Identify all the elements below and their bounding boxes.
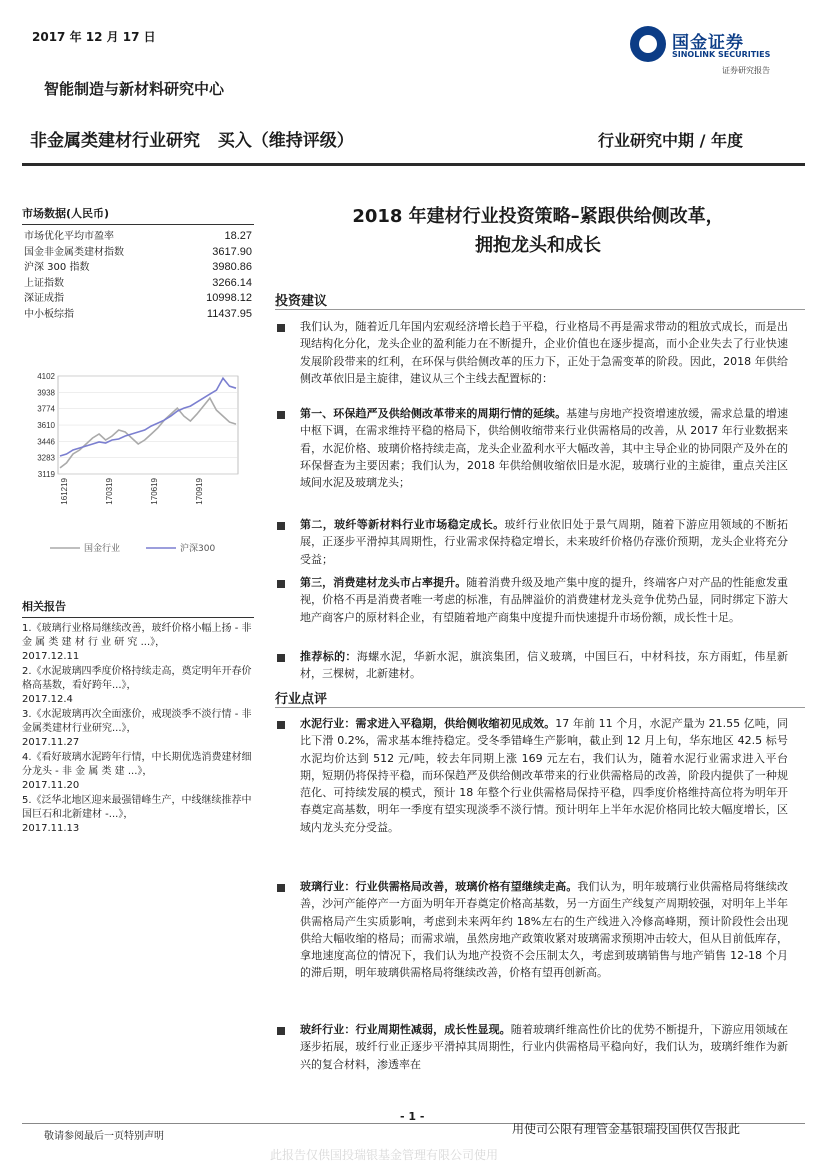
bullet-icon [277, 654, 285, 662]
related-title: 相关报告 [22, 598, 254, 618]
market-data-label: 上证指数 [24, 277, 64, 289]
market-data-row [22, 307, 254, 323]
market-data-value: 3617.90 [212, 245, 252, 258]
bullet-icon [277, 1027, 285, 1035]
chart-y-tick-label: 3446 [37, 437, 55, 447]
chart-y-tick-label: 4102 [37, 372, 55, 381]
market-data-panel [22, 205, 254, 322]
disclaimer-note: 敬请参阅最后一页特别声明 [44, 1131, 164, 1142]
market-data-value: 18.27 [224, 230, 252, 242]
footer-usage-note: 用使司公限有理管金基银瑞投国供仅告报此 [512, 1122, 741, 1136]
page-number: - 1 - [400, 1110, 425, 1123]
market-data-row [22, 229, 254, 245]
market-data-title: 市场数据(人民币) [22, 205, 254, 225]
related-reports [22, 598, 254, 837]
report-type-label: 证券研究报告 [722, 66, 770, 75]
para-picks [300, 648, 788, 683]
bullet-icon [277, 411, 285, 419]
related-report-item [22, 708, 254, 750]
chart-y-tick-label: 3938 [37, 388, 55, 398]
market-data-value: 10998.12 [206, 292, 252, 304]
market-data-label: 深证成指 [24, 293, 64, 304]
para-glass [300, 878, 788, 982]
para-mainline-1-body: 基建与房地产投资增速放缓，需求总量的增速中枢下调，在需求维持平稳的格局下，供给侧收缩带来行业供需格局的改善，从 2017 年行业数据来看，水泥价格、玻璃价格持续走高，龙头企业盈利水平大幅改善，其中主导企业的协同限产及外在的环保督查为主要因素；我们认为，2018 年供给侧收缩依旧是水泥，玻璃行业的主旋律，重点关注区域间水泥及玻璃龙头； [300, 407, 789, 490]
market-data-label: 国金非金属类建材指数 [24, 246, 124, 258]
chart-x-tick-label: 170919 [195, 478, 204, 505]
para-cement [300, 715, 788, 836]
chart-x-tick-label: 161219 [60, 478, 69, 505]
chart-legend-label: 沪深300 [180, 544, 216, 554]
report-title [268, 202, 808, 260]
market-data-label: 沪深 300 指数 [24, 262, 90, 273]
report-title-line1: 2018 年建材行业投资策略–紧跟供给侧改革， [352, 206, 724, 227]
para-mainline-1 [300, 405, 788, 491]
review-heading-rule [275, 707, 805, 708]
para-mainline-3-lead: 第三，消费建材龙头市占率提升。 [300, 576, 467, 589]
para-mainline-3 [300, 574, 788, 626]
related-report-title: 2.《水泥玻璃四季度价格持续走高，奠定明年开春价格高基数，看好跨年...》， [22, 666, 252, 691]
market-data-value: 3980.86 [212, 261, 252, 273]
para-mainline-1-lead: 第一、环保趋严及供给侧改革带来的周期行情的延续。 [300, 407, 567, 420]
logo-mark-icon [630, 26, 666, 62]
watermark-text: 此报告仅供国投瑞银基金管理有限公司使用 [270, 1148, 499, 1162]
para-cement-body: 17 年前 11 个月，水泥产量为 21.55 亿吨，同比下滑 0.2%，需求基本维持稳定。受冬季错峰生产影响，截止到 12 月上旬，华东地区 42.5 标号水泥均价达到 512 元/吨，较去年同期上涨 169 元左右，我们认为，随着水泥行业需求进入平台期，短期仍将保持平稳，而环保趋严及供给侧改革带来的行业供需格局的改善，阶段内提供了一种规范化、可持续发展的模式，预计 18 年整个行业供需格局保持平稳，四季度价格维持高位将为明年开春奠定高基数，明年一季度有望实现淡季不淡行情。预计明年上半年水泥价格同比较大幅度增长，区域内龙头充分受益。 [300, 717, 789, 834]
invest-heading-rule [275, 309, 805, 310]
market-data-row [22, 260, 254, 276]
report-kind: 行业研究中期 / 年度 [598, 131, 743, 150]
report-title-line2: 拥抱龙头和成长 [475, 235, 601, 256]
para-picks-lead: 推荐标的： [300, 650, 357, 663]
related-report-title: 3.《水泥玻璃再次全面涨价，戒现淡季不淡行情 - 非金属类建材行业研究...》， [22, 709, 252, 734]
para-fiberglass-lead: 玻纤行业：行业周期性减弱，成长性显现。 [300, 1023, 511, 1036]
research-center: 智能制造与新材料研究中心 [44, 80, 225, 98]
related-report-item [22, 665, 254, 707]
bullet-icon [277, 324, 285, 332]
related-report-item [22, 622, 254, 664]
related-report-item [22, 751, 254, 793]
industry-rating: 非金属类建材行业研究 买入（维持评级） [30, 131, 354, 151]
para-overview: 我们认为，随着近几年国内宏观经济增长趋于平稳，行业格局不再是需求带动的粗放式成长，而是出现结构化分化，龙头企业的盈利能力在不断提升，企业价值也在逐步提高，而小企业失去了行业快速发展阶段带来的红利，在环保与供给侧改革的压力下，正处于急需变革的阶段。因此，2018 年供给侧改革依旧是主旋律，建议从三个主线去配置标的： [300, 320, 788, 385]
chart-y-tick-label: 3774 [37, 404, 55, 414]
para-fiberglass-body: 随着玻璃纤维高性价比的优势不断提升，下游应用领域在逐步拓展，玻纤行业正逐步平滑掉其周期性，行业内供需格局平稳向好，我们认为，玻璃纤维作为新兴的复合材料，渗透率在 [300, 1023, 789, 1071]
market-data-label: 中小板综指 [24, 308, 74, 320]
market-data-row [22, 291, 254, 307]
chart-x-tick-label: 170319 [105, 478, 114, 505]
para-mainline-2-body: 玻纤行业依旧处于景气周期，随着下游应用领域的不断拓展，正逐步平滑掉其周期性，行业需求保持稳定增长，未来玻纤价格仍存涨价预期，龙头企业将充分受益； [300, 518, 789, 566]
bullet-icon [277, 884, 285, 892]
report-date: 2017 年 12 月 17 日 [32, 30, 156, 44]
related-report-item [22, 794, 254, 836]
market-data-row [22, 276, 254, 292]
related-report-date: 2017.11.13 [22, 823, 80, 834]
para-mainline-2-lead: 第二，玻纤等新材料行业市场稳定成长。 [300, 518, 505, 531]
invest-heading: 投资建议 [275, 294, 328, 309]
para-picks-body: 海螺水泥，华新水泥，旗滨集团，信义玻璃，中国巨石，中材科技，东方雨虹，伟星新材，三棵树，北新建材。 [300, 650, 789, 681]
index-chart-svg [22, 368, 254, 570]
para-glass-lead: 玻璃行业：行业供需格局改善，玻璃价格有望继续走高。 [300, 880, 578, 893]
market-data-row [22, 245, 254, 261]
related-report-date: 2017.11.20 [22, 780, 80, 791]
chart-y-tick-label: 3119 [37, 470, 55, 479]
related-report-date: 2017.12.4 [22, 694, 73, 705]
bullet-icon [277, 721, 285, 729]
chart-y-tick-label: 3610 [37, 421, 55, 431]
chart-legend-label: 国金行业 [84, 544, 121, 554]
related-report-date: 2017.11.27 [22, 737, 80, 748]
related-report-title: 1.《玻璃行业格局继续改善，玻纤价格小幅上扬 - 非 金 属 类 建 材 行 业 研 究 ...》， [22, 623, 252, 648]
related-report-title: 5.《泛华北地区迎来最强错峰生产，中线继续推荐中国巨石和北新建材 -...》， [22, 795, 252, 820]
market-data-label: 市场优化平均市盈率 [24, 231, 114, 242]
para-mainline-2 [300, 516, 788, 568]
market-data-value: 11437.95 [206, 307, 252, 320]
header-divider [22, 163, 805, 166]
logo-text-en: SINOLINK SECURITIES [672, 50, 771, 59]
para-glass-body: 我们认为，明年玻璃行业供需格局将继续改善，沙河产能停产一方面为明年开春奠定价格高基数，另一方面生产线复产周期较强，对明年上半年供需格局产生实质影响，考虑到未来两年约 18%左右的生产线进入冷修高峰期，预计阶段性会出现供给大幅收缩的格局；而需求端，虽然房地产政策收紧对玻璃需求预期冲击较大，但从目前低库存，拿地速度高位的情况下，我们认为地产投资不会压制太久，考虑到玻璃销售与地产销售 12-18 个月的滞后期，明年玻璃供需格局将继续改善，价格有望再创新高。 [300, 880, 789, 980]
chart-y-tick-label: 3283 [37, 453, 55, 463]
related-report-title: 4.《看好玻璃水泥跨年行情，中长期优选消费建材细分龙头 - 非 金 属 类 建 ...》， [22, 752, 252, 777]
market-data-value: 3266.14 [212, 276, 252, 289]
chart-x-tick-label: 170619 [150, 478, 159, 505]
bullet-icon [277, 580, 285, 588]
para-fiberglass [300, 1021, 788, 1073]
para-mainline-3-body: 随着消费升级及地产集中度的提升，终端客户对产品的性能愈发重视，价格不再是消费者唯一考虑的标准，有品牌溢价的消费建材龙头竞争优势凸显，同时绑定下游大地产商客户的原材料企业，有望随着地产商集中度提升而快速提升市场份额，成长性十足。 [300, 576, 789, 624]
review-heading: 行业点评 [275, 692, 328, 707]
bullet-icon [277, 522, 285, 530]
logo-text-cn: 国金证券 [672, 33, 744, 53]
related-report-date: 2017.12.11 [22, 651, 80, 662]
para-cement-lead: 水泥行业：需求进入平稳期，供给侧收缩初见成效。 [300, 717, 556, 730]
index-chart [22, 368, 254, 570]
